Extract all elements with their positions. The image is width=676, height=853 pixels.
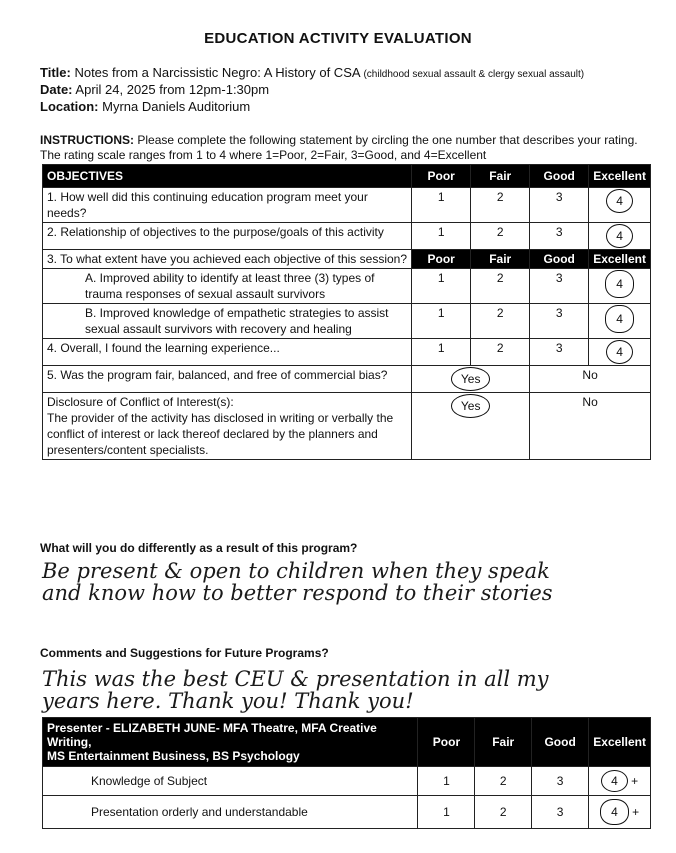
- presenter-header-row: [43, 718, 651, 767]
- rating-2[interactable]: 2: [471, 188, 530, 223]
- rating-1[interactable]: 1: [418, 767, 475, 796]
- rating-3[interactable]: 3: [531, 796, 588, 829]
- handwritten-line: Be present & open to children when they speak: [42, 559, 550, 583]
- location-value: Myrna Daniels Auditorium: [102, 99, 251, 114]
- rating-1[interactable]: 1: [412, 223, 471, 250]
- rating-2[interactable]: 2: [475, 796, 532, 829]
- scale-excellent: Excellent: [589, 165, 651, 188]
- rating-1[interactable]: 1: [418, 796, 475, 829]
- circle-mark: 4: [600, 799, 629, 825]
- rating-3[interactable]: 3: [531, 767, 588, 796]
- title-note: (childhood sexual assault & clergy sexual assault): [363, 69, 585, 80]
- circle-mark: Yes: [451, 367, 491, 391]
- disclosure-row: [43, 393, 651, 460]
- presenter-header-line: Presenter - ELIZABETH JUNE- MFA Theatre, MFA Creative Writing,: [47, 721, 377, 749]
- handwritten-answer-comments[interactable]: [42, 668, 662, 712]
- handwritten-line: and know how to better respond to their stories: [42, 581, 553, 605]
- scale-good: Good: [530, 250, 589, 269]
- objective-text: 5. Was the program fair, balanced, and free of commercial bias?: [43, 366, 412, 393]
- page-title: EDUCATION ACTIVITY EVALUATION: [204, 30, 472, 47]
- objective-text: B. Improved knowledge of empathetic strategies to assist sexual assault survivors with recovery and healing: [43, 304, 412, 339]
- instructions-label: INSTRUCTIONS:: [40, 133, 134, 147]
- objective-row: [43, 223, 651, 250]
- scale-fair: Fair: [475, 718, 532, 767]
- objective-text: 4. Overall, I found the learning experience...: [43, 339, 412, 366]
- disclosure-yes-circled[interactable]: [412, 393, 530, 460]
- answer-no[interactable]: No: [530, 366, 651, 393]
- presenter-row: [43, 767, 651, 796]
- instructions: [40, 133, 640, 163]
- objective-row: [43, 188, 651, 223]
- scale-poor: Poor: [412, 165, 471, 188]
- rating-1[interactable]: 1: [412, 269, 471, 304]
- handwritten-answer-differently[interactable]: [42, 560, 662, 604]
- presenter-criterion: Presentation orderly and understandable: [43, 796, 418, 829]
- rating-2[interactable]: 2: [471, 339, 530, 366]
- location-label: Location:: [40, 99, 99, 114]
- title-line: [40, 65, 584, 80]
- rating-1[interactable]: 1: [412, 304, 471, 339]
- rating-3[interactable]: 3: [530, 269, 589, 304]
- objective-row: [43, 269, 651, 304]
- scale-poor: Poor: [418, 718, 475, 767]
- presenter-header-line: MS Entertainment Business, BS Psychology: [47, 749, 300, 763]
- objective-text: A. Improved ability to identify at least three (3) types of trauma responses of sexual assault survivors: [43, 269, 412, 304]
- circle-mark: 4: [606, 224, 633, 248]
- date-label: Date:: [40, 82, 73, 97]
- rating-4-circled[interactable]: [589, 188, 651, 223]
- handwritten-line: years here. Thank you! Thank you!: [42, 689, 414, 713]
- rating-3[interactable]: 3: [530, 188, 589, 223]
- plus-mark: +: [631, 774, 639, 788]
- rating-4-circled[interactable]: [589, 767, 651, 796]
- rating-4-circled[interactable]: [589, 223, 651, 250]
- objective-row: [43, 339, 651, 366]
- rating-3[interactable]: 3: [530, 339, 589, 366]
- scale-good: Good: [531, 718, 588, 767]
- objective-row: [43, 250, 651, 269]
- circle-mark: 4: [605, 305, 634, 333]
- objectives-header: OBJECTIVES: [43, 165, 412, 188]
- scale-fair: Fair: [471, 165, 530, 188]
- rating-4-circled[interactable]: [589, 796, 651, 829]
- disclosure-cell: [43, 393, 412, 460]
- objective-row: [43, 366, 651, 393]
- rating-4-circled[interactable]: [589, 269, 651, 304]
- circle-mark: 4: [606, 340, 633, 364]
- circle-mark: 4: [605, 270, 634, 298]
- rating-4-circled[interactable]: [589, 339, 651, 366]
- rating-3[interactable]: 3: [530, 304, 589, 339]
- circle-mark: Yes: [451, 394, 491, 418]
- scale-poor: Poor: [412, 250, 471, 269]
- objectives-table: [42, 164, 651, 460]
- scale-good: Good: [530, 165, 589, 188]
- objective-text: 2. Relationship of objectives to the purpose/goals of this activity: [43, 223, 412, 250]
- circle-mark: 4: [606, 189, 633, 213]
- presenter-criterion: Knowledge of Subject: [43, 767, 418, 796]
- answer-yes-circled[interactable]: [412, 366, 530, 393]
- disclosure-text: The provider of the activity has disclosed in writing or verbally the conflict of interest or lack thereof declared by the planners and presenters/content specialists.: [47, 411, 394, 457]
- rating-2[interactable]: 2: [471, 269, 530, 304]
- presenter-row: [43, 796, 651, 829]
- objective-text: 3. To what extent have you achieved each objective of this session?: [43, 250, 412, 269]
- scale-excellent: Excellent: [589, 718, 651, 767]
- objective-text: 1. How well did this continuing education program meet your needs?: [43, 188, 412, 223]
- circle-mark: 4: [601, 770, 628, 792]
- date-value: April 24, 2025 from 12pm-1:30pm: [75, 82, 270, 97]
- handwritten-line: This was the best CEU & presentation in all my: [42, 667, 549, 691]
- rating-2[interactable]: 2: [475, 767, 532, 796]
- disclosure-no[interactable]: No: [530, 393, 651, 460]
- instructions-text: Please complete the following statement by circling the one number that describes your rating. The rating scale ranges from 1 to 4 where 1=Poor, 2=Fair, 3=Good, and 4=Excellent: [40, 133, 638, 162]
- rating-3[interactable]: 3: [530, 223, 589, 250]
- presenter-table: [42, 717, 651, 829]
- location-line: [40, 99, 250, 114]
- question-comments: Comments and Suggestions for Future Programs?: [40, 646, 329, 660]
- rating-2[interactable]: 2: [471, 304, 530, 339]
- rating-2[interactable]: 2: [471, 223, 530, 250]
- objectives-header-row: [43, 165, 651, 188]
- rating-4-circled[interactable]: [589, 304, 651, 339]
- disclosure-title: Disclosure of Conflict of Interest(s):: [47, 395, 234, 409]
- plus-mark: +: [632, 805, 640, 819]
- rating-1[interactable]: 1: [412, 188, 471, 223]
- date-line: [40, 82, 269, 97]
- presenter-header: [43, 718, 418, 767]
- scale-fair: Fair: [471, 250, 530, 269]
- rating-1[interactable]: 1: [412, 339, 471, 366]
- objective-row: [43, 304, 651, 339]
- title-value: Notes from a Narcissistic Negro: A History of CSA: [74, 65, 360, 80]
- title-label: Title:: [40, 65, 71, 80]
- scale-excellent: Excellent: [589, 250, 651, 269]
- question-differently: What will you do differently as a result of this program?: [40, 541, 358, 555]
